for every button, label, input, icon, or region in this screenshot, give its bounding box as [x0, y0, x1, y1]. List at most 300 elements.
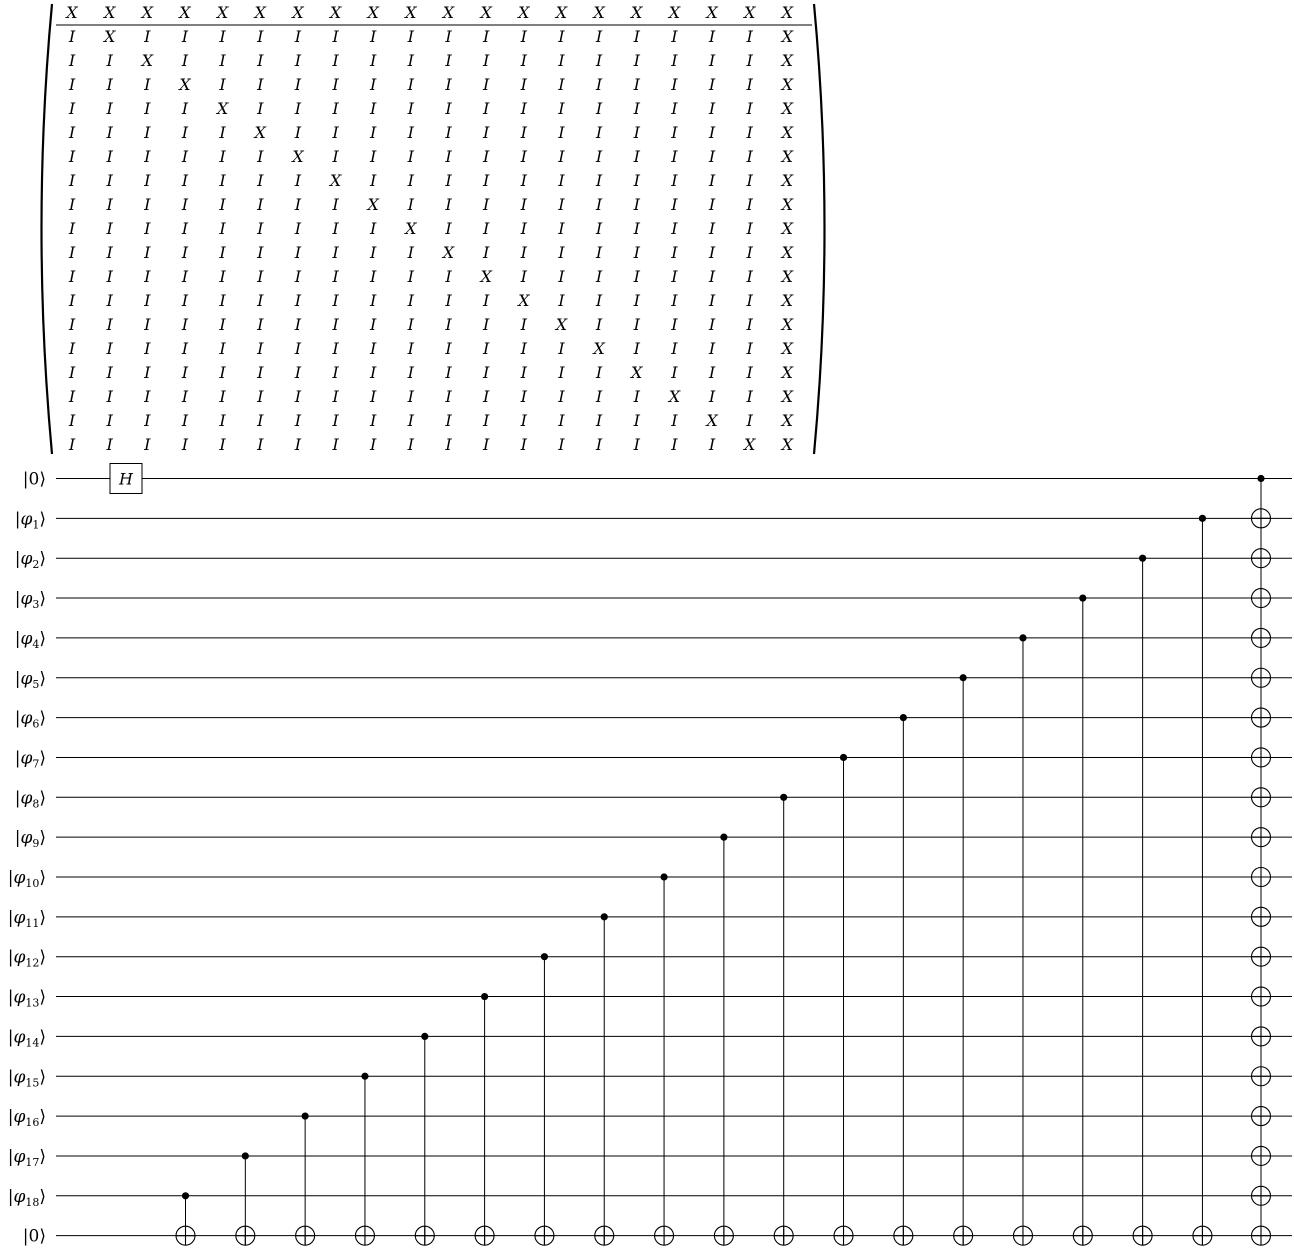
matrix-entry: I: [219, 27, 226, 46]
matrix-entry: I: [106, 171, 113, 190]
matrix-entry: I: [520, 267, 527, 286]
matrix-entry: I: [181, 27, 189, 46]
matrix-entry: I: [106, 123, 113, 142]
matrix-header-entry: X: [367, 3, 379, 22]
matrix-header-entry: X: [480, 3, 492, 22]
wire-label: $|\varphi_{10}⟩$: [7, 868, 46, 890]
cnot-target: [1013, 1226, 1032, 1245]
cnot-target: [954, 1226, 973, 1245]
cnot-target: [1252, 1107, 1271, 1126]
matrix-entry: X: [781, 171, 794, 190]
matrix-entry: I: [68, 27, 76, 46]
matrix-entry: I: [332, 75, 339, 94]
matrix-entry: I: [445, 219, 452, 238]
matrix-entry: I: [482, 75, 490, 94]
matrix-entry: X: [631, 363, 643, 382]
matrix-entry: I: [257, 219, 264, 238]
cnot-control: [780, 794, 787, 801]
matrix-entry: I: [106, 99, 113, 118]
cnot-target: [1252, 907, 1271, 926]
matrix-entry: I: [595, 147, 603, 166]
matrix-entry: I: [106, 435, 113, 454]
matrix-entry: I: [407, 51, 415, 70]
matrix-entry: I: [68, 363, 76, 382]
matrix-entry: I: [633, 123, 640, 142]
matrix-entry: I: [219, 291, 226, 310]
matrix-entry: I: [445, 267, 452, 286]
matrix-entry: I: [520, 363, 527, 382]
matrix-entry: I: [219, 243, 226, 262]
cnot-target: [1252, 947, 1271, 966]
matrix-entry: I: [106, 195, 113, 214]
matrix-entry: I: [407, 315, 415, 334]
matrix-entry: I: [68, 411, 76, 430]
matrix-entry: I: [708, 75, 716, 94]
matrix-entry: I: [294, 387, 302, 406]
matrix-entry: X: [555, 315, 568, 334]
matrix-entry: I: [257, 291, 264, 310]
cnot-target: [1252, 1186, 1271, 1205]
matrix-header-entry: X: [668, 3, 681, 22]
cnot-target: [355, 1226, 374, 1245]
matrix-entry: X: [781, 51, 794, 70]
matrix-entry: I: [595, 291, 603, 310]
matrix-entry: I: [294, 291, 302, 310]
cnot-control: [960, 674, 967, 681]
cnot-control: [182, 1192, 189, 1199]
matrix-entry: I: [257, 99, 264, 118]
matrix-entry: I: [106, 147, 113, 166]
matrix-entry: I: [181, 243, 189, 262]
matrix-entry: I: [332, 27, 339, 46]
matrix-entry: I: [482, 243, 490, 262]
wire-label: |0⟩: [22, 1226, 46, 1247]
matrix-entry: I: [558, 387, 565, 406]
matrix-entry: I: [671, 267, 678, 286]
matrix-entry: X: [781, 363, 794, 382]
left-paren: [42, 4, 53, 454]
matrix-entry: I: [219, 339, 226, 358]
matrix-entry: I: [708, 123, 716, 142]
matrix-entry: I: [106, 411, 113, 430]
matrix-entry: I: [445, 195, 452, 214]
matrix-entry: I: [181, 219, 189, 238]
matrix-entry: I: [68, 315, 76, 334]
matrix-entry: X: [781, 315, 794, 334]
matrix-entry: I: [294, 219, 302, 238]
matrix-entry: I: [595, 27, 603, 46]
matrix-entry: I: [219, 363, 226, 382]
matrix-entry: I: [106, 51, 113, 70]
matrix-entry: I: [219, 51, 226, 70]
matrix-entry: I: [144, 123, 151, 142]
quantum-circuit: [8, 464, 1292, 1247]
matrix-entry: I: [558, 291, 565, 310]
matrix-entry: I: [595, 75, 603, 94]
matrix-entry: I: [332, 291, 339, 310]
cnot-target: [1252, 549, 1271, 568]
matrix-entry: I: [332, 411, 339, 430]
matrix-entry: I: [219, 435, 226, 454]
matrix-entry: I: [181, 99, 189, 118]
cnot-control: [421, 1033, 428, 1040]
cnot-target: [1252, 1027, 1271, 1046]
wire-label: $|\varphi_{16}⟩$: [7, 1107, 46, 1130]
wire-label: $|\varphi_4⟩$: [14, 628, 46, 651]
cnot-control: [900, 714, 907, 721]
matrix-entry: I: [68, 435, 76, 454]
matrix-entry: I: [671, 147, 678, 166]
matrix-entry: I: [595, 171, 603, 190]
matrix-entry: I: [595, 363, 603, 382]
matrix-entry: I: [332, 147, 339, 166]
matrix-entry: I: [633, 147, 640, 166]
matrix-entry: I: [445, 411, 452, 430]
matrix-entry: I: [671, 315, 678, 334]
matrix-entry: I: [445, 27, 452, 46]
matrix-entry: I: [257, 27, 264, 46]
matrix-entry: I: [294, 339, 302, 358]
matrix-entry: I: [370, 411, 377, 430]
cnot-target: [1193, 1226, 1212, 1245]
matrix-entry: I: [708, 291, 716, 310]
matrix-entry: I: [181, 387, 189, 406]
matrix-entry: I: [633, 435, 640, 454]
matrix-entry: I: [257, 75, 264, 94]
matrix-entry: I: [257, 387, 264, 406]
matrix-entry: I: [144, 339, 151, 358]
matrix-entry: I: [633, 171, 640, 190]
matrix-entry: X: [179, 75, 191, 94]
matrix-entry: I: [332, 315, 339, 334]
matrix-entry: I: [370, 387, 377, 406]
matrix-entry: I: [181, 267, 189, 286]
wire-label: $|\varphi_{11}⟩$: [7, 907, 46, 930]
matrix-entry: I: [520, 123, 527, 142]
wire-label: $|\varphi_2⟩$: [14, 549, 46, 572]
matrix-entry: I: [106, 267, 113, 286]
cnot-target: [176, 1226, 195, 1245]
matrix-entry: I: [68, 339, 76, 358]
matrix-entry: I: [558, 243, 565, 262]
matrix-entry: I: [144, 219, 151, 238]
matrix-entry: I: [520, 219, 527, 238]
matrix-entry: X: [781, 147, 794, 166]
matrix-entry: X: [442, 243, 455, 262]
matrix-entry: I: [520, 75, 527, 94]
matrix-entry: I: [708, 171, 716, 190]
matrix-entry: I: [144, 267, 151, 286]
matrix-entry: I: [746, 267, 753, 286]
matrix-entry: I: [181, 51, 189, 70]
matrix-entry: I: [520, 195, 527, 214]
cnot-target: [1252, 1067, 1271, 1086]
wire-label: |0⟩: [22, 469, 46, 490]
matrix-entry: X: [668, 387, 681, 406]
matrix-header-entry: X: [216, 3, 229, 22]
matrix-entry: I: [370, 243, 377, 262]
matrix-entry: I: [144, 291, 151, 310]
cnot-target: [296, 1226, 315, 1245]
cnot-target: [1252, 668, 1271, 687]
matrix-entry: I: [407, 99, 415, 118]
matrix-entry: I: [746, 243, 753, 262]
cnot-target: [1252, 828, 1271, 847]
wire-label: $|\varphi_{15}⟩$: [7, 1067, 46, 1090]
matrix-entry: I: [746, 27, 753, 46]
matrix-entry: I: [407, 339, 415, 358]
matrix-entry: X: [781, 27, 794, 46]
cnot-target: [1252, 987, 1271, 1006]
matrix-entry: I: [445, 171, 452, 190]
matrix-entry: I: [633, 267, 640, 286]
matrix-header-entry: X: [254, 3, 266, 22]
matrix-entry: I: [219, 387, 226, 406]
matrix-header-entry: X: [518, 3, 530, 22]
matrix-entry: I: [68, 267, 76, 286]
matrix-entry: I: [370, 219, 377, 238]
cnot-control: [660, 873, 667, 880]
matrix-entry: I: [407, 75, 415, 94]
matrix-entry: X: [781, 339, 794, 358]
matrix-entry: I: [558, 267, 565, 286]
matrix-entry: I: [595, 411, 603, 430]
matrix-header-entry: X: [706, 3, 718, 22]
matrix-entry: I: [708, 243, 716, 262]
matrix-entry: I: [181, 171, 189, 190]
matrix-entry: I: [68, 195, 76, 214]
matrix-entry: I: [407, 291, 415, 310]
matrix-entry: I: [370, 435, 377, 454]
matrix-entry: I: [746, 363, 753, 382]
matrix-entry: I: [671, 291, 678, 310]
matrix-entry: I: [633, 291, 640, 310]
matrix-entry: I: [633, 195, 640, 214]
matrix-entry: X: [706, 411, 718, 430]
matrix-entry: I: [407, 195, 415, 214]
wire-label: $|\varphi_{17}⟩$: [7, 1146, 46, 1169]
stabilizer-matrix: [42, 3, 825, 454]
matrix-entry: X: [781, 99, 794, 118]
cnot-control: [481, 993, 488, 1000]
matrix-entry: I: [257, 195, 264, 214]
matrix-entry: I: [370, 339, 377, 358]
matrix-entry: I: [595, 123, 603, 142]
matrix-entry: I: [68, 51, 76, 70]
matrix-entry: I: [370, 267, 377, 286]
matrix-entry: I: [68, 123, 76, 142]
matrix-entry: I: [746, 387, 753, 406]
cnot-target: [1252, 1146, 1271, 1165]
cnot-target: [834, 1226, 853, 1245]
matrix-entry: I: [482, 147, 490, 166]
wire-label: $|\varphi_1⟩$: [14, 509, 46, 532]
cnot-target: [1252, 788, 1271, 807]
matrix-entry: I: [558, 363, 565, 382]
matrix-entry: I: [181, 315, 189, 334]
matrix-entry: I: [671, 219, 678, 238]
matrix-entry: I: [144, 387, 151, 406]
matrix-entry: I: [708, 435, 716, 454]
matrix-entry: I: [520, 171, 527, 190]
matrix-header-entry: X: [141, 3, 153, 22]
matrix-entry: I: [219, 147, 226, 166]
matrix-entry: I: [294, 99, 302, 118]
matrix-entry: I: [671, 435, 678, 454]
matrix-entry: X: [781, 75, 794, 94]
matrix-header-entry: X: [555, 3, 568, 22]
matrix-entry: I: [595, 243, 603, 262]
matrix-entry: I: [746, 171, 753, 190]
matrix-entry: I: [671, 171, 678, 190]
matrix-entry: I: [708, 51, 716, 70]
matrix-entry: I: [746, 339, 753, 358]
matrix-entry: I: [520, 51, 527, 70]
matrix-entry: I: [294, 75, 302, 94]
matrix-entry: I: [708, 195, 716, 214]
cnot-control: [361, 1073, 368, 1080]
matrix-header-entry: X: [179, 3, 191, 22]
matrix-entry: I: [708, 27, 716, 46]
matrix-entry: I: [332, 219, 339, 238]
matrix-entry: I: [520, 387, 527, 406]
cnot-control: [302, 1113, 309, 1120]
matrix-entry: I: [332, 363, 339, 382]
wire-label: $|\varphi_9⟩$: [14, 828, 46, 851]
cnot-control: [541, 953, 548, 960]
matrix-entry: X: [367, 195, 379, 214]
matrix-entry: I: [445, 387, 452, 406]
matrix-entry: I: [407, 267, 415, 286]
matrix-entry: I: [746, 291, 753, 310]
matrix-entry: I: [746, 219, 753, 238]
matrix-entry: I: [482, 219, 490, 238]
matrix-entry: I: [294, 27, 302, 46]
matrix-entry: I: [219, 75, 226, 94]
matrix-entry: I: [370, 147, 377, 166]
cnot-control: [720, 834, 727, 841]
matrix-entry: I: [445, 123, 452, 142]
wire-label: $|\varphi_8⟩$: [14, 788, 46, 811]
matrix-entry: I: [520, 99, 527, 118]
matrix-entry: I: [482, 315, 490, 334]
matrix-entry: I: [595, 219, 603, 238]
matrix-entry: I: [671, 243, 678, 262]
matrix-entry: I: [558, 339, 565, 358]
matrix-entry: X: [292, 147, 304, 166]
matrix-header-entry: X: [405, 3, 417, 22]
matrix-entry: X: [480, 267, 492, 286]
matrix-entry: I: [257, 147, 264, 166]
matrix-entry: I: [370, 315, 377, 334]
matrix-entry: I: [144, 171, 151, 190]
matrix-entry: I: [370, 51, 377, 70]
matrix-entry: I: [106, 75, 113, 94]
matrix-entry: I: [181, 195, 189, 214]
matrix-entry: I: [294, 51, 302, 70]
matrix-entry: I: [671, 411, 678, 430]
matrix-entry: I: [633, 315, 640, 334]
cnot-target: [1252, 628, 1271, 647]
matrix-entry: I: [106, 363, 113, 382]
cnot-control: [1139, 555, 1146, 562]
cnot-control: [601, 913, 608, 920]
matrix-entry: I: [482, 435, 490, 454]
matrix-entry: I: [181, 147, 189, 166]
wire-label: $|\varphi_5⟩$: [14, 668, 46, 691]
matrix-entry: I: [633, 387, 640, 406]
matrix-entry: I: [558, 123, 565, 142]
matrix-entry: I: [407, 147, 415, 166]
matrix-entry: I: [558, 435, 565, 454]
matrix-entry: I: [746, 123, 753, 142]
matrix-entry: I: [219, 219, 226, 238]
matrix-entry: I: [144, 147, 151, 166]
matrix-entry: I: [219, 411, 226, 430]
cnot-control: [1257, 475, 1264, 482]
matrix-entry: I: [294, 171, 302, 190]
matrix-entry: I: [558, 27, 565, 46]
matrix-entry: I: [294, 315, 302, 334]
matrix-entry: I: [144, 363, 151, 382]
matrix-entry: I: [332, 435, 339, 454]
matrix-entry: I: [671, 123, 678, 142]
matrix-entry: I: [332, 99, 339, 118]
matrix-entry: I: [708, 147, 716, 166]
cnot-target: [1252, 748, 1271, 767]
matrix-entry: X: [518, 291, 530, 310]
wire-label: $|\varphi_{12}⟩$: [7, 947, 46, 970]
matrix-entry: I: [68, 171, 76, 190]
matrix-entry: I: [482, 363, 490, 382]
matrix-entry: X: [744, 435, 756, 454]
matrix-entry: I: [482, 171, 490, 190]
matrix-entry: I: [181, 291, 189, 310]
matrix-entry: I: [257, 435, 264, 454]
matrix-entry: I: [219, 195, 226, 214]
matrix-entry: I: [671, 27, 678, 46]
matrix-entry: I: [257, 339, 264, 358]
matrix-entry: I: [482, 51, 490, 70]
matrix-entry: I: [633, 75, 640, 94]
matrix-entry: X: [781, 387, 794, 406]
wire-label: $|\varphi_3⟩$: [14, 589, 46, 612]
matrix-entry: X: [405, 219, 417, 238]
matrix-entry: I: [294, 435, 302, 454]
matrix-entry: I: [68, 291, 76, 310]
matrix-entry: I: [482, 99, 490, 118]
matrix-entry: I: [708, 339, 716, 358]
matrix-entry: I: [219, 267, 226, 286]
matrix-entry: I: [633, 411, 640, 430]
matrix-entry: I: [445, 435, 452, 454]
matrix-entry: I: [181, 411, 189, 430]
matrix-entry: I: [106, 315, 113, 334]
cnot-target: [595, 1226, 614, 1245]
cnot-control: [1019, 634, 1026, 641]
matrix-entry: I: [294, 195, 302, 214]
matrix-entry: I: [219, 171, 226, 190]
matrix-entry: I: [445, 315, 452, 334]
wire-label: $|\varphi_7⟩$: [14, 748, 46, 771]
matrix-entry: I: [407, 123, 415, 142]
matrix-entry: I: [708, 99, 716, 118]
matrix-entry: I: [294, 363, 302, 382]
matrix-entry: I: [181, 339, 189, 358]
matrix-header-entry: X: [442, 3, 455, 22]
matrix-entry: I: [633, 27, 640, 46]
matrix-entry: I: [181, 363, 189, 382]
